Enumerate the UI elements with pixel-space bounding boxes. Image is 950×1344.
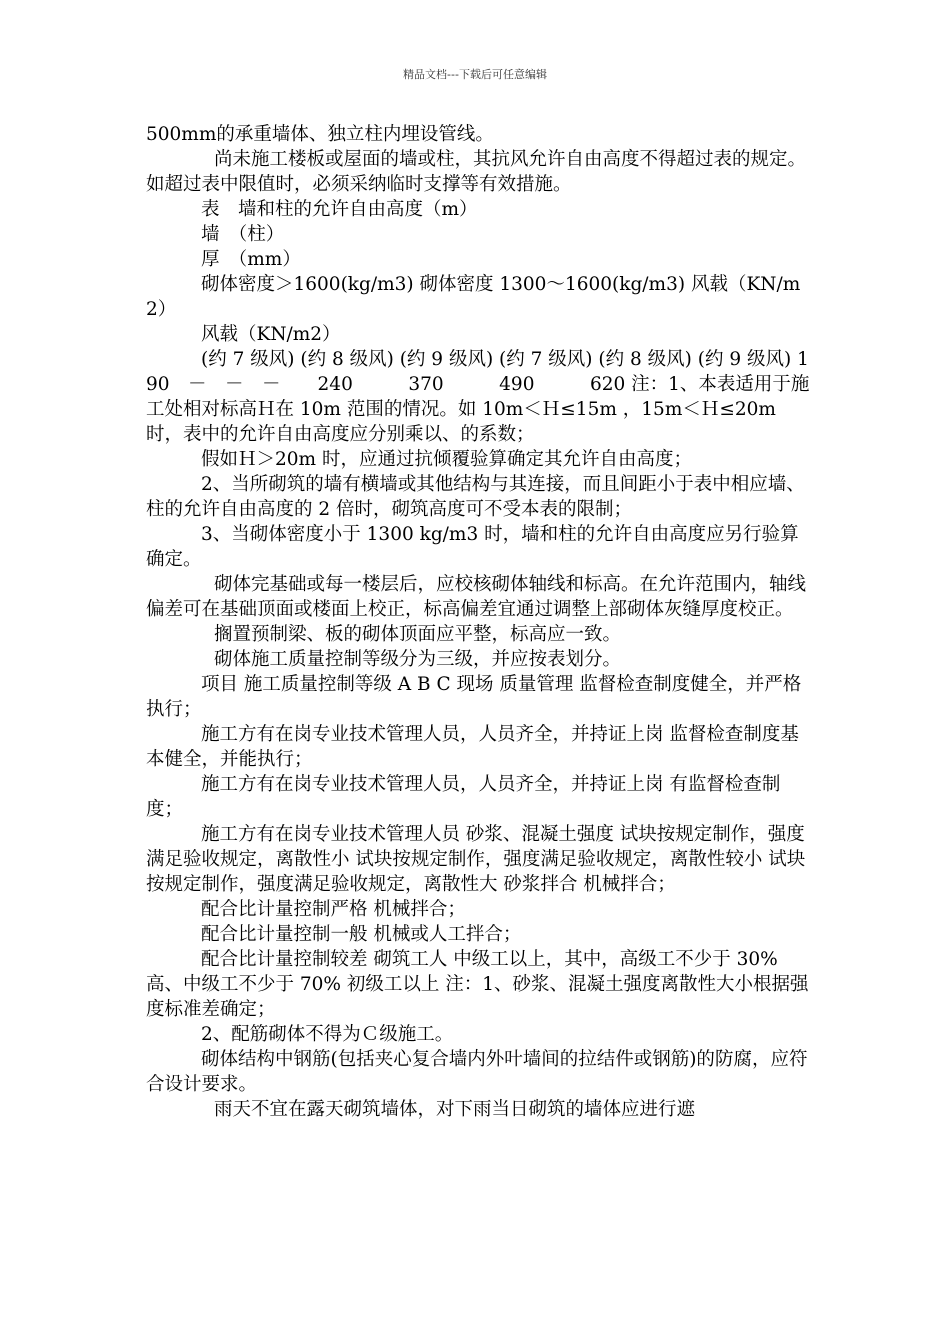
- paragraph: 墙 （柱）: [201, 224, 285, 245]
- paragraph: 3、当砌体密度小于 1300 kg/m3 时，墙和柱的允许自由高度应另行验算确定。: [146, 524, 799, 570]
- paragraph: 砌体密度＞1600(kg/m3) 砌体密度 1300～1600(kg/m3) 风载（KN/m2）: [146, 274, 801, 320]
- paragraph: 配合比计量控制较差 砌筑工人 中级工以上，其中，高级工不少于 30% 高、中级工不少于 70% 初级工以上 注：1、砂浆、混凝土强度离散性大小根据强度标准差确定；: [146, 949, 809, 1020]
- paragraph: 砌体施工质量控制等级分为三级，并应按表划分。: [214, 649, 622, 670]
- paragraph: 砌体结构中钢筋(包括夹心复合墙内外叶墙间的拉结件或钢筋)的防腐，应符合设计要求。: [146, 1049, 808, 1095]
- paragraph: (约 7 级风) (约 8 级风) (约 9 级风) (约 7 级风) (约 8 级风) (约 9 级风) 190 － － － 240 370 490 620 注：1、本表适用于施工处相对标高Ｈ在 10m 范围的情况。如 10m＜Ｈ≤15m ，15m＜Ｈ≤20m 时，表中的允许自由高度应分别乘以、的系数；: [146, 349, 810, 445]
- document-body: [146, 122, 810, 1122]
- paragraph: 施工方有在岗专业技术管理人员，人员齐全，并持证上岗 有监督检查制度；: [146, 774, 781, 820]
- paragraph: 500mm的承重墙体、独立柱内埋设管线。: [146, 124, 494, 145]
- paragraph: 配合比计量控制一般 机械或人工拌合；: [201, 924, 522, 945]
- paragraph: 施工方有在岗专业技术管理人员，人员齐全，并持证上岗 监督检查制度基本健全，并能执行；: [146, 724, 799, 770]
- paragraph: 2、配筋砌体不得为Ｃ级施工。: [201, 1024, 454, 1045]
- paragraph: 雨天不宜在露天砌筑墙体，对下雨当日砌筑的墙体应进行遮: [214, 1099, 696, 1120]
- paragraph: 2、当所砌筑的墙有横墙或其他结构与其连接，而且间距小于表中相应墙、柱的允许自由高度的 2 倍时，砌筑高度可不受本表的限制；: [146, 474, 805, 520]
- paragraph: 尚未施工楼板或屋面的墙或柱，其抗风允许自由高度不得超过表的规定。如超过表中限值时，必须采纳临时支撑等有效措施。: [146, 149, 807, 195]
- paragraph: 厚 （mm）: [201, 249, 301, 270]
- paragraph: 搁置预制梁、板的砌体顶面应平整，标高应一致。: [214, 624, 622, 645]
- paragraph: 风载（KN/m2）: [201, 324, 341, 345]
- paragraph: 砌体完基础或每一楼层后，应校核砌体轴线和标高。在允许范围内，轴线偏差可在基础顶面或楼面上校正，标高偏差宜通过调整上部砌体灰缝厚度校正。: [146, 574, 807, 620]
- paragraph: 假如Ｈ＞20m 时，应通过抗倾覆验算确定其允许自由高度；: [201, 449, 692, 470]
- paragraph: 配合比计量控制严格 机械拌合；: [201, 899, 466, 920]
- page-header: 精品文档---下载后可任意编辑: [403, 68, 547, 81]
- paragraph: 施工方有在岗专业技术管理人员 砂浆、混凝土强度 试块按规定制作，强度满足验收规定，离散性小 试块按规定制作，强度满足验收规定，离散性较小 试块按规定制作，强度满足验收规定，离散性大 砂浆拌合 机械拌合；: [146, 824, 806, 895]
- paragraph: 项目 施工质量控制等级 A B C 现场 质量管理 监督检查制度健全，并严格执行；: [146, 674, 802, 720]
- paragraph: 表 墙和柱的允许自由高度（m）: [201, 199, 478, 220]
